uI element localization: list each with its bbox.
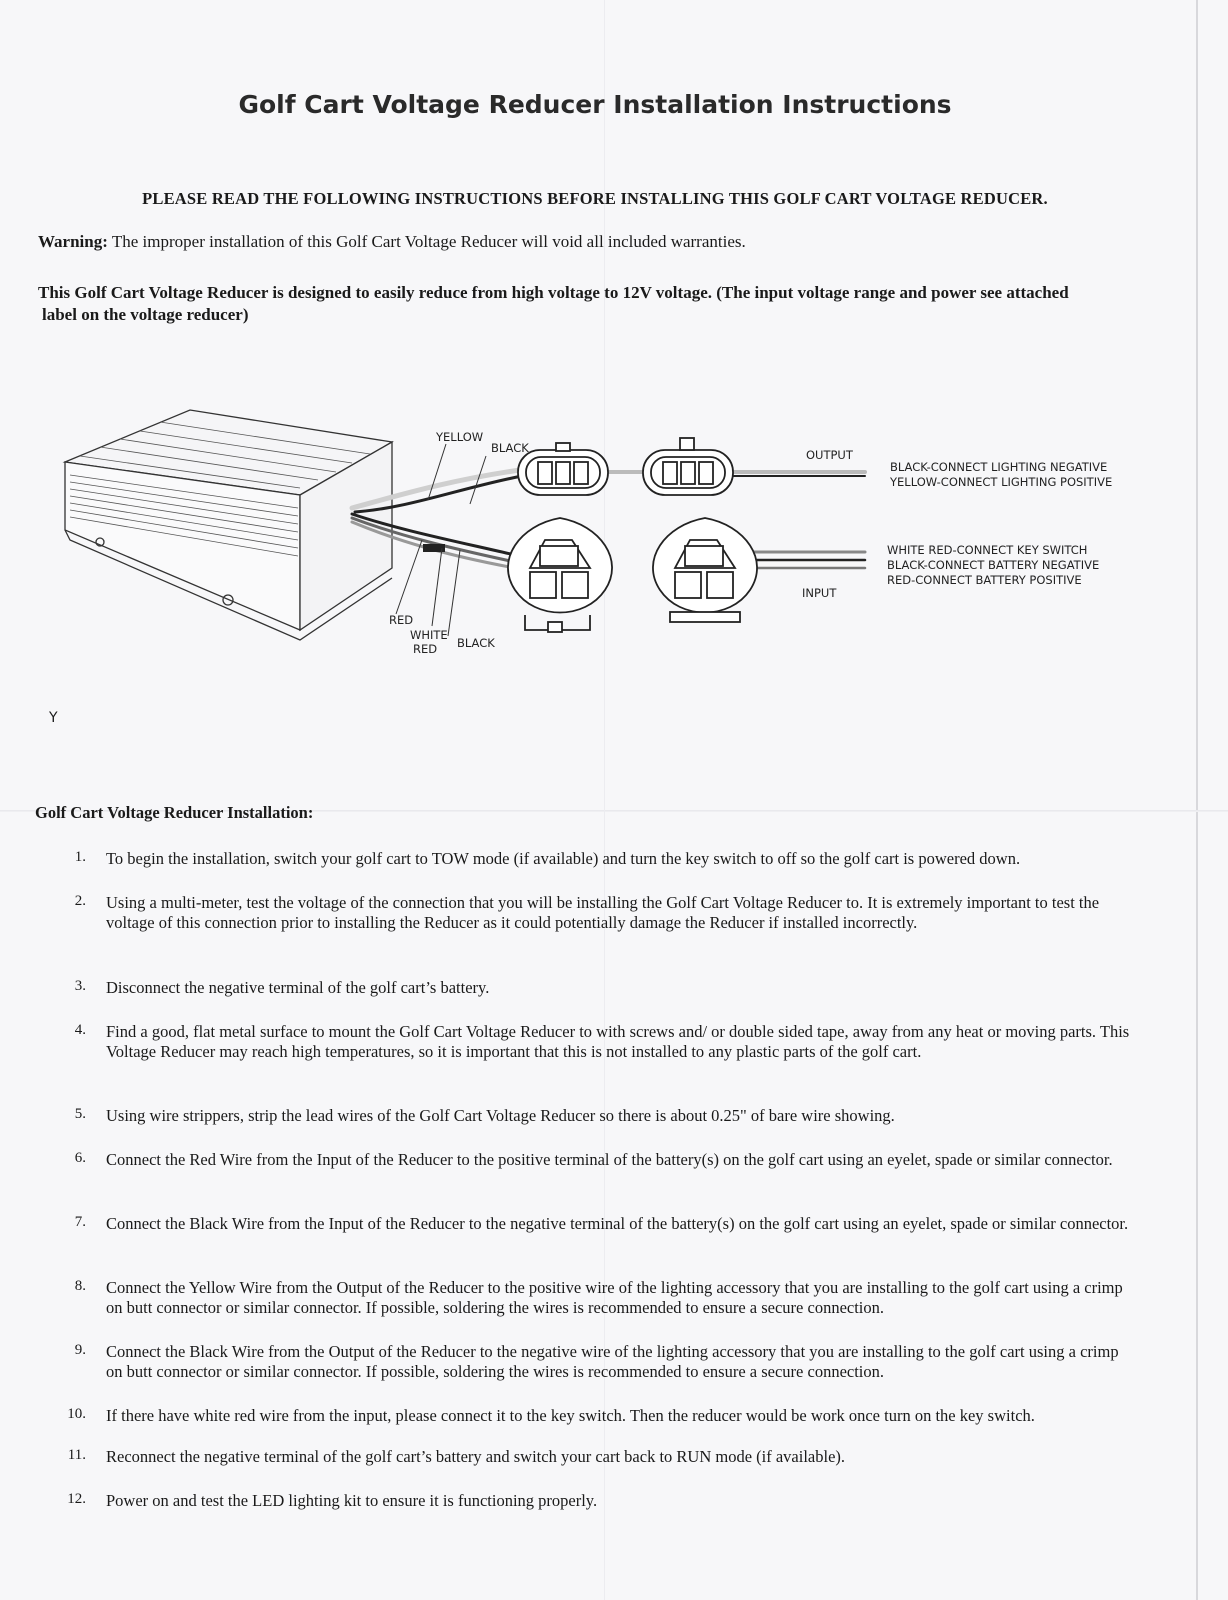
leader-lines	[396, 444, 486, 636]
step-text: Using wire strippers, strip the lead wires of the Golf Cart Voltage Reducer so there is about 0.25" of bare wire showing.	[106, 1106, 895, 1125]
intro-line-1: This Golf Cart Voltage Reducer is designed to easily reduce from high voltage to 12V voltage. (The input voltage range and power see attached	[38, 283, 1069, 302]
step-text: To begin the installation, switch your golf cart to TOW mode (if available) and turn the key switch to off so the golf cart is powered down.	[106, 849, 1021, 868]
output-connector-pair	[518, 438, 733, 495]
label-output: OUTPUT	[806, 448, 853, 462]
label-white-wire: WHITE	[410, 628, 448, 642]
label-black-wire-output: BLACK	[491, 441, 529, 455]
step-number: 5.	[74, 1106, 86, 1122]
input-legend-line: WHITE RED-CONNECT KEY SWITCH	[887, 543, 1088, 557]
step-text: Power on and test the LED lighting kit to ensure it is functioning properly.	[106, 1491, 598, 1510]
warning-text: The improper installation of this Golf Cart Voltage Reducer will void all included warranties.	[111, 232, 746, 251]
input-legend-line: BLACK-CONNECT BATTERY NEGATIVE	[887, 558, 1100, 572]
warning-label: Warning:	[38, 232, 108, 251]
step-number: 4.	[74, 1022, 86, 1038]
wiring-diagram	[0, 400, 1190, 700]
input-legend-line: RED-CONNECT BATTERY POSITIVE	[887, 573, 1082, 587]
step-text: If there have white red wire from the input, please connect it to the key switch. Then the reducer would be work once turn on the key switch.	[106, 1406, 1035, 1425]
step-text: Using a multi-meter, test the voltage of the connection that you will be installing the Golf Cart Voltage Reducer to. It is extremely important to test the voltage of this connection prior to installing the Reducer as it could potentially damage the Reducer if installed incorrectly.	[106, 893, 1100, 932]
read-first-notice: PLEASE READ THE FOLLOWING INSTRUCTIONS BEFORE INSTALLING THIS GOLF CART VOLTAGE REDUCER.	[142, 189, 1048, 208]
step-number: 1.	[74, 849, 86, 865]
step-number: 12.	[67, 1491, 86, 1507]
step-text: Connect the Yellow Wire from the Output of the Reducer to the positive wire of the lighting accessory that you are installing to the golf cart using a crimp on butt connector or similar connector. If possible, soldering the wires is recommended to ensure a secure connection.	[106, 1278, 1123, 1317]
step-text: Connect the Black Wire from the Input of the Reducer to the negative terminal of the battery(s) on the golf cart using an eyelet, spade or similar connector.	[106, 1214, 1129, 1233]
step-text: Connect the Black Wire from the Output of the Reducer to the negative wire of the lighting accessory that you are installing to the golf cart using a crimp on butt connector or similar connector. If possible, soldering the wires is recommended to ensure a secure connection.	[106, 1342, 1119, 1381]
step-text: Connect the Red Wire from the Input of the Reducer to the positive terminal of the battery(s) on the golf cart using an eyelet, spade or similar connector.	[106, 1150, 1113, 1169]
step-text: Disconnect the negative terminal of the golf cart’s battery.	[106, 978, 490, 997]
input-legend	[887, 543, 1099, 588]
step-number: 2.	[74, 893, 86, 909]
input-connector-pair	[508, 518, 757, 632]
page-edge	[1196, 0, 1198, 1600]
label-input: INPUT	[802, 586, 837, 600]
stray-mark: Y	[49, 710, 58, 726]
intro-line-2: label on the voltage reducer)	[42, 305, 249, 324]
step-text: Reconnect the negative terminal of the golf cart’s battery and switch your cart back to RUN mode (if available).	[106, 1447, 846, 1466]
warning-paragraph	[38, 232, 746, 252]
label-yellow-wire: YELLOW	[436, 430, 484, 444]
label-black-wire-input: BLACK	[457, 636, 495, 650]
step-number: 6.	[74, 1150, 86, 1166]
output-legend-line: BLACK-CONNECT LIGHTING NEGATIVE	[890, 460, 1108, 474]
step-number: 7.	[74, 1214, 86, 1230]
intro-paragraph	[38, 282, 1168, 326]
label-white-red-wire: RED	[413, 642, 438, 656]
step-number: 3.	[74, 978, 86, 994]
step-text: Find a good, flat metal surface to mount the Golf Cart Voltage Reducer to with screws and/ or double sided tape, away from any heat or moving parts. This Voltage Reducer may reach high temperatures, so it is important that this is not installed to any plastic parts of the golf cart.	[106, 1022, 1130, 1061]
output-legend	[890, 460, 1112, 490]
label-red-wire: RED	[389, 613, 414, 627]
installation-heading: Golf Cart Voltage Reducer Installation:	[35, 803, 314, 822]
output-legend-line: YELLOW-CONNECT LIGHTING POSITIVE	[890, 475, 1113, 489]
document-title: Golf Cart Voltage Reducer Installation Instructions	[238, 90, 952, 119]
step-number: 9.	[74, 1342, 86, 1358]
step-number: 10.	[67, 1406, 86, 1422]
step-number: 8.	[74, 1278, 86, 1294]
step-number: 11.	[67, 1447, 86, 1463]
